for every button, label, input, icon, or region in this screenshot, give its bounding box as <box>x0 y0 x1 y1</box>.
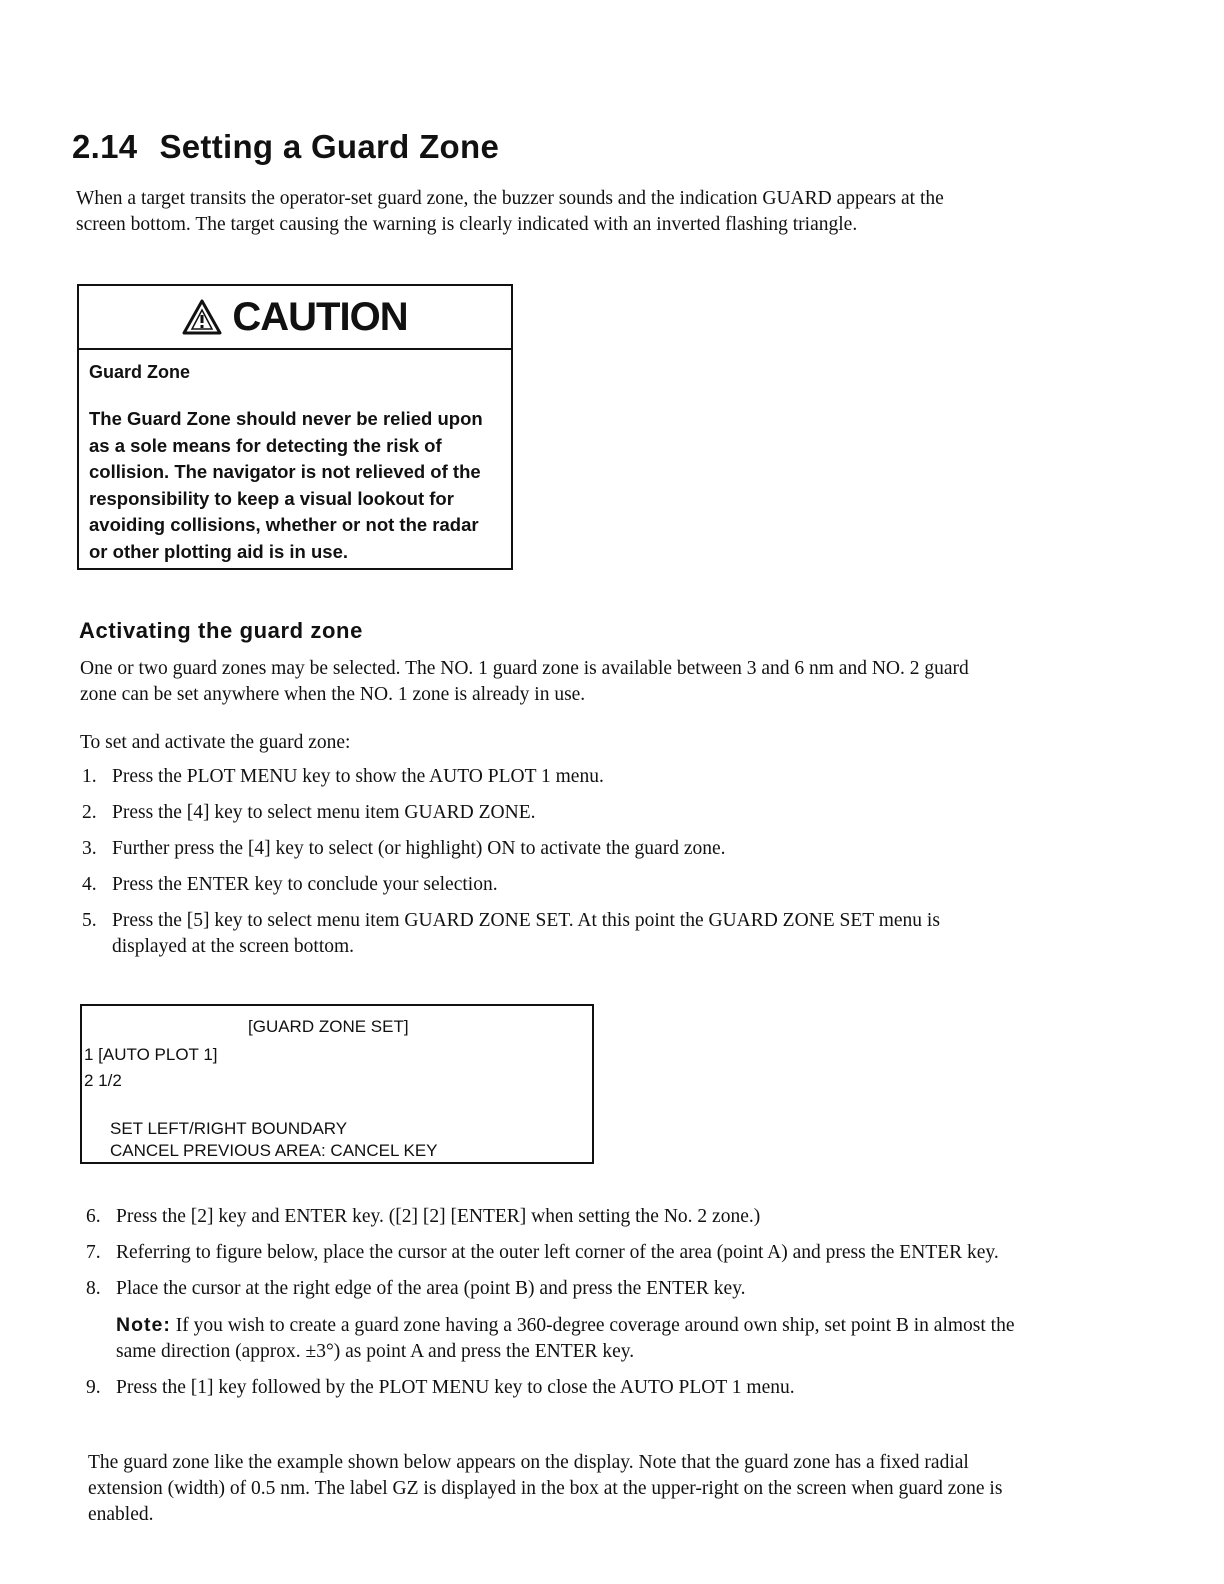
list-item: 8. Place the cursor at the right edge of the area (point B) and press the ENTER key. <box>86 1278 746 1299</box>
list-item: 2. Press the [4] key to select menu item GUARD ZONE. <box>82 802 536 823</box>
section-heading <box>72 128 499 166</box>
caution-subheading: Guard Zone <box>89 362 191 382</box>
instruction-lead: To set and activate the guard zone: <box>80 732 351 753</box>
caution-body-text: The Guard Zone should never be relied upon as a sole means for detecting the risk of collision. The navigator is not relieved of the responsibility to keep a visual lookout for avoiding collisions, whether or not the radar or other plotting aid is in use. <box>89 408 483 562</box>
menu-line: 1 [AUTO PLOT 1] <box>84 1045 218 1064</box>
menu-line: 2 1/2 <box>84 1071 122 1090</box>
caution-heading: CAUTION <box>232 294 408 339</box>
note-text: If you wish to create a guard zone having a 360-degree coverage around own ship, set point B in almost the same direction (approx. ±3°) as point A and press the ENTER key. <box>116 1315 1015 1362</box>
list-item: 7. Referring to figure below, place the cursor at the outer left corner of the area (point A) and press the ENTER key. <box>86 1242 999 1263</box>
menu-line: SET LEFT/RIGHT BOUNDARY <box>110 1119 348 1138</box>
menu-title: [GUARD ZONE SET] <box>248 1017 409 1036</box>
activating-heading: Activating the guard zone <box>79 618 363 643</box>
intro-paragraph: When a target transits the operator-set guard zone, the buzzer sounds and the indication GUARD appears at the screen bottom. The target causing the warning is clearly indicated with an inverted flashing triangle. <box>76 188 944 235</box>
menu-line: CANCEL PREVIOUS AREA: CANCEL KEY <box>110 1141 438 1160</box>
list-item: 1. Press the PLOT MENU key to show the AUTO PLOT 1 menu. <box>82 766 604 787</box>
guard-zone-set-menu <box>80 1004 594 1164</box>
closing-paragraph: The guard zone like the example shown below appears on the display. Note that the guard zone has a fixed radial extension (width) of 0.5 nm. The label GZ is displayed in the box at the upper-right on the screen when guard zone is enabled. <box>88 1452 1003 1525</box>
section-title: Setting a Guard Zone <box>159 128 500 165</box>
activating-paragraph: One or two guard zones may be selected. The NO. 1 guard zone is available between 3 and 6 nm and NO. 2 guard zone can be set anywhere when the NO. 1 zone is already in use. <box>80 658 969 705</box>
section-number: 2.14 <box>72 128 138 165</box>
note-paragraph <box>86 1312 1016 1365</box>
note-label: Note: <box>116 1314 171 1336</box>
caution-box <box>77 284 513 570</box>
list-item: 5. Press the [5] key to select menu item GUARD ZONE SET. At this point the GUARD ZONE SET menu is displayed at the screen bottom. <box>82 910 940 957</box>
list-item: 3. Further press the [4] key to select (or highlight) ON to activate the guard zone. <box>82 838 726 859</box>
warning-triangle-icon <box>182 299 222 335</box>
caution-header <box>79 286 511 350</box>
steps-list-2 <box>86 1204 1016 1411</box>
steps-list-1 <box>82 764 982 970</box>
list-item: 4. Press the ENTER key to conclude your selection. <box>82 874 498 895</box>
list-item: 6. Press the [2] key and ENTER key. ([2] [2] [ENTER] when setting the No. 2 zone.) <box>86 1206 761 1227</box>
list-item: 9. Press the [1] key followed by the PLOT MENU key to close the AUTO PLOT 1 menu. <box>86 1377 795 1398</box>
